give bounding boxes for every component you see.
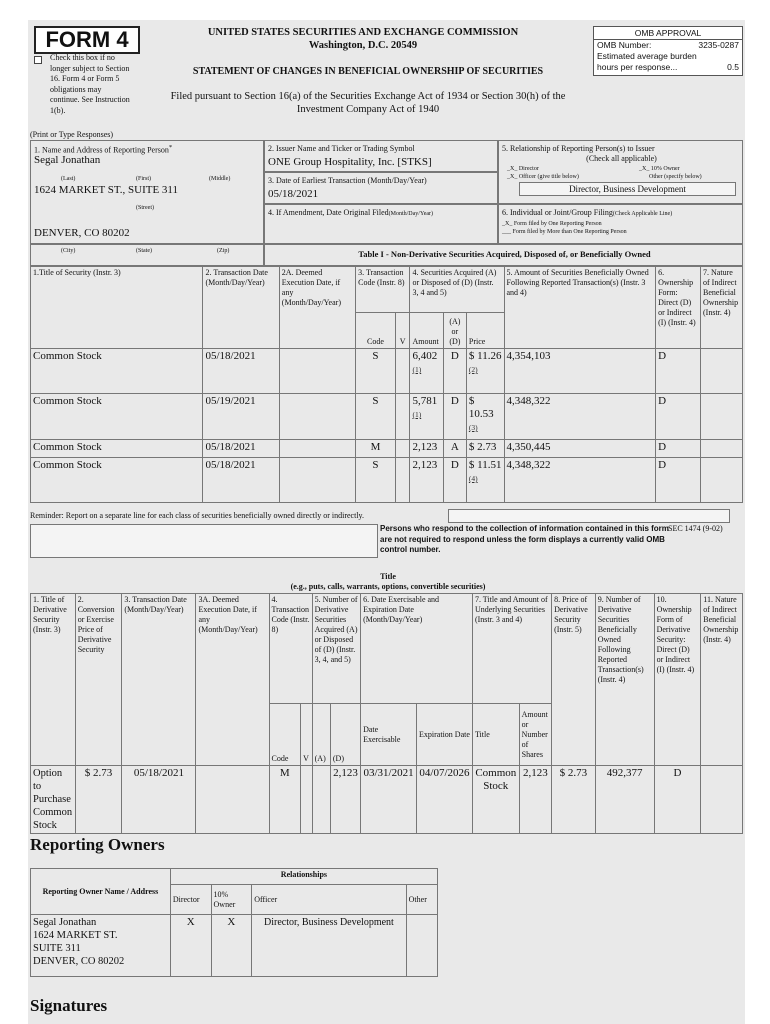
- table-row: Common Stock 05/18/2021 S 2,123 D $ 11.51 (4) 4,348,322 D: [31, 458, 743, 503]
- omb-number: 3235-0287: [698, 40, 739, 50]
- t2-h-title: 1. Title of Derivative Security (Instr. 3): [31, 594, 76, 766]
- box5-sub: (Check all applicable): [586, 154, 657, 163]
- t1-h-title: 1.Title of Security (Instr. 3): [31, 267, 203, 349]
- officer-check: _X_ Officer (give title below): [507, 174, 579, 180]
- table1: [30, 266, 743, 503]
- table1-title-cell: [264, 244, 743, 266]
- form-page: [28, 20, 745, 1024]
- last-label: (Last): [61, 176, 76, 182]
- print-type-note: (Print or Type Responses): [30, 130, 114, 139]
- state-label: (State): [136, 248, 152, 254]
- t2-h-conv: 2. Conversion or Exercise Price of Derivative Security: [75, 594, 122, 766]
- t1-h-date: 2. Transaction Date (Month/Day/Year): [203, 267, 279, 349]
- t1-h-price: Price: [466, 313, 504, 349]
- director-check: _X_ Director: [507, 166, 539, 172]
- table-row: Option to Purchase Common Stock $ 2.73 05/18/2021 M 2,123 03/31/2021 04/07/2026 Common Stock 2,123 $ 2.73 492,377 D: [31, 766, 743, 834]
- agency-name: UNITED STATES SECURITIES AND EXCHANGE COMMISSION: [207, 27, 519, 38]
- table2-title: Title: [380, 572, 396, 581]
- other-check: Other (specify below): [649, 174, 702, 180]
- t1-h-v: V: [395, 313, 410, 349]
- omb-hours: 0.5: [727, 62, 739, 72]
- street-label: (Street): [136, 205, 154, 211]
- t1-h-amount: Amount: [410, 313, 443, 349]
- omb-approval-box: [593, 26, 743, 76]
- footnote-link[interactable]: (3): [468, 423, 478, 432]
- reminder-field: [448, 509, 730, 523]
- box-amendment: 4. If Amendment, Date Original Filed(Month/Day/Year): [264, 204, 498, 244]
- box-reporting-person: 1. Name and Address of Reporting Person* Segal Jonathan (Last) (First) (Middle) 1624 MARKET ST., SUITE 311 (Street) DENVER, CO 80202: [30, 140, 264, 244]
- t1-h-acquired: 4. Securities Acquired (A) or Disposed of (D) (Instr. 3, 4 and 5): [410, 267, 504, 313]
- issuer-name: ONE Group Hospitality, Inc. [STKS]: [268, 156, 432, 168]
- box5-label: 5. Relationship of Reporting Person(s) to Issuer: [502, 144, 655, 153]
- city-label: (City): [61, 248, 76, 254]
- table2-title-block: [178, 572, 598, 592]
- box-earliest-date: [264, 172, 498, 204]
- table-row: Common Stock 05/18/2021 S 6,402 (1) D $ 11.26 (2) 4,354,103 D: [31, 349, 743, 394]
- earliest-transaction-date: 05/18/2021: [268, 188, 319, 200]
- reporting-owners-heading: Reporting Owners: [30, 835, 165, 854]
- first-label: (First): [136, 176, 151, 182]
- reminder-box: [30, 524, 378, 558]
- footnote-link[interactable]: (1): [412, 410, 422, 419]
- owner-col-header: Reporting Owner Name / Address: [31, 869, 171, 915]
- reminder-text: Reminder: Report on a separate line for each class of securities beneficially owned directly or indirectly.: [30, 511, 365, 520]
- t2-h-number: 5. Number of Derivative Securities Acquired (A) or Disposed of (D) (Instr. 3, 4, and 5): [312, 594, 360, 704]
- omb-number-label: OMB Number:: [597, 40, 652, 50]
- box-city-state-zip: [30, 244, 264, 266]
- box-filing-type: 6. Individual or Joint/Group Filing(Check Applicable Line) _X_ Form filed by One Reporting Person ___ Form filed by More than One Reporting Person: [498, 204, 743, 244]
- box1-label: 1. Name and Address of Reporting Person: [34, 145, 169, 155]
- box2-label: 2. Issuer Name and Ticker or Trading Symbol: [268, 144, 415, 153]
- t2-h-price: 8. Price of Derivative Security (Instr. 5): [552, 594, 596, 766]
- no-longer-subject-checkbox[interactable]: [34, 56, 42, 64]
- footnote-link[interactable]: (2): [468, 365, 478, 374]
- omb-hours-label: hours per response...: [597, 62, 678, 72]
- one-person-filing: _X_ Form filed by One Reporting Person: [502, 221, 602, 227]
- table1-title: Table I - Non-Derivative Securities Acquired, Disposed of, or Beneficially Owned: [358, 249, 651, 259]
- reporting-owners-table: Reporting Owner Name / Address Relationships Director 10% Owner Officer Other Segal Jonathan 1624 MARKET ST. SUITE 311 DENVER, CO 80202 X X Director, Business Development: [30, 868, 438, 977]
- middle-label: (Middle): [209, 176, 231, 182]
- t1-h-code: 3. Transaction Code (Instr. 8): [356, 267, 410, 313]
- footnote-link[interactable]: (1): [412, 365, 422, 374]
- reporting-person-name: Segal Jonathan: [34, 154, 101, 166]
- box3-label: 3. Date of Earliest Transaction (Month/Day/Year): [268, 176, 427, 185]
- signatures-heading: Signatures: [30, 996, 108, 1015]
- t2-h-underlying: 7. Title and Amount of Underlying Securities (Instr. 3 and 4): [472, 594, 551, 704]
- footnote-link[interactable]: (4): [468, 474, 478, 483]
- form-title: FORM 4: [34, 26, 140, 54]
- officer-title: Director, Business Development: [519, 182, 736, 196]
- t1-h-owned: 5. Amount of Securities Beneficially Owned Following Reported Transaction(s) (Instr. 3 and 4): [504, 267, 656, 349]
- persons-notice: Persons who respond to the collection of information contained in this form are not required to respond unless the form displays a currently valid OMB control number.: [380, 524, 669, 554]
- multi-person-filing: ___ Form filed by More than One Reporting Person: [502, 229, 627, 235]
- t2-h-code: 4. Transaction Code (Instr. 8): [269, 594, 312, 704]
- city-state-zip: DENVER, CO 80202: [34, 227, 130, 239]
- t1-h-code-sub: Code: [356, 313, 396, 349]
- box4-label: 4. If Amendment, Date Original Filed: [268, 208, 389, 217]
- relationships-header: Relationships: [170, 869, 437, 885]
- filed-pursuant: Filed pursuant to Section 16(a) of the Securities Exchange Act of 1934 or Section 30(h) of the Investment Company Act of 1940: [170, 91, 566, 115]
- table2-subtitle: (e.g., puts, calls, warrants, options, convertible securities): [290, 582, 486, 591]
- box-issuer: [264, 140, 498, 172]
- table-row: Segal Jonathan 1624 MARKET ST. SUITE 311 DENVER, CO 80202 X X Director, Business Development: [31, 915, 438, 977]
- t2-h-deemed: 3A. Deemed Execution Date, if any (Month/Day/Year): [196, 594, 269, 766]
- table-row: Common Stock 05/19/2021 S 5,781 (1) D $ 10.53 (3) 4,348,322 D: [31, 394, 743, 440]
- omb-burden-label: Estimated average burden: [597, 51, 697, 61]
- t2-h-nature: 11. Nature of Indirect Beneficial Ownership (Instr. 4): [701, 594, 743, 766]
- table-row: Common Stock 05/18/2021 M 2,123 A $ 2.73 4,350,445 D: [31, 440, 743, 458]
- t1-h-form: 6. Ownership Form: Direct (D) or Indirect (I) (Instr. 4): [656, 267, 701, 349]
- t2-h-form: 10. Ownership Form of Derivative Security: Direct (D) or Indirect (I) (Instr. 4): [654, 594, 701, 766]
- checkbox-instruction: Check this box if no longer subject to Section 16. Form 4 or Form 5 obligations may continue. See Instruction 1(b).: [50, 53, 130, 115]
- ten-percent-check: _X_ 10% Owner: [639, 166, 680, 172]
- t2-h-owned: 9. Number of Derivative Securities Beneficially Owned Following Reported Transaction(s) (Instr. 4): [595, 594, 654, 766]
- statement-title: STATEMENT OF CHANGES IN BENEFICIAL OWNERSHIP OF SECURITIES: [192, 66, 544, 77]
- t1-h-deemed: 2A. Deemed Execution Date, if any (Month/Day/Year): [279, 267, 355, 349]
- t2-h-exercisable: 6. Date Exercisable and Expiration Date (Month/Day/Year): [361, 594, 473, 704]
- street-address: 1624 MARKET ST., SUITE 311: [34, 184, 179, 196]
- agency-location: Washington, D.C. 20549: [308, 40, 418, 51]
- t1-h-nature: 7. Nature of Indirect Beneficial Ownership (Instr. 4): [701, 267, 743, 349]
- omb-title: OMB APPROVAL: [594, 27, 742, 40]
- agency-header: [178, 26, 548, 52]
- zip-label: (Zip): [217, 248, 230, 254]
- t2-h-date: 3. Transaction Date (Month/Day/Year): [122, 594, 196, 766]
- table2: 1. Title of Derivative Security (Instr. 3) 2. Conversion or Exercise Price of Derivative Security 3. Transaction Date (Month/Day/Year) 3A. Deemed Execution Date, if any (Month/Day/Year) 4. Transaction Code (Instr. 8) 5. Number of Derivative Securities Acquired (A) or Disposed of (D) (Instr. 3, 4, and 5) 6. Date Exercisable and Expiration Date (Month/Day/Year) 7. Title and Amount of Underlying Securities (Instr. 3 and 4) 8. Price of Derivative Security (Instr. 5) 9. Number of Derivative Securities Beneficially Owned Following Reported Transaction(s) (Instr. 4) 10. Ownership Form of Derivative Security: Direct (D) or Indirect (I) (Instr. 4) 11. Nature of Indirect Beneficial Ownership (Instr. 4) Code V (A) (D) Date Exercisable Expiration Date Title Amount or Number of Shares Option to Purchase Common Stock $ 2.73 05/18/2021 M 2,123 03/31/2021 04/07/2026 Common Stock 2,123 $ 2.73 492,377 D: [30, 593, 743, 834]
- t1-h-aord: (A) or (D): [443, 313, 466, 349]
- box6-label: 6. Individual or Joint/Group Filing: [502, 208, 613, 217]
- box-relationship: [498, 140, 743, 204]
- sec-number: SEC 1474 (9-02): [668, 524, 723, 533]
